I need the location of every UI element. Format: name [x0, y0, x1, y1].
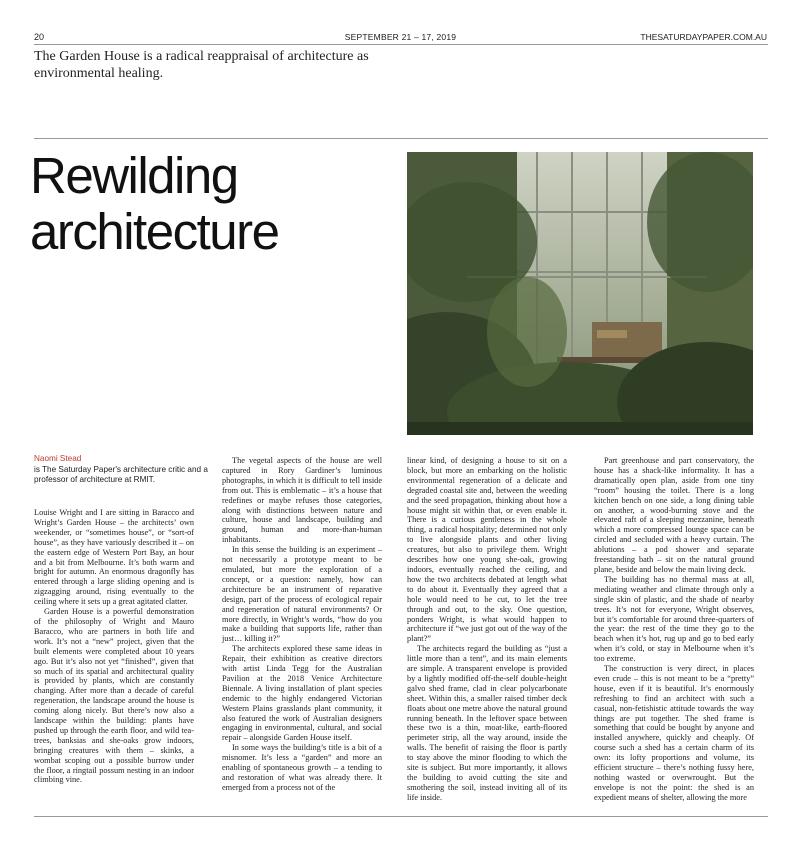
paragraph: In some ways the building’s title is a bit of a misnomer. It’s less a “garden” and more an enabling of spontaneous growth – a tending to and restoration of what was already there. It emerged from a process not of the — [222, 743, 382, 792]
body-column-1 — [34, 508, 194, 785]
author-name: Naomi Stead — [34, 454, 82, 463]
paragraph: Louise Wright and I are sitting in Baracco and Wright’s Garden House – the architects’ own weekender, or “sometimes house”, or “sort-of house”, as they have variously described it – on the eastern edge of Western Port Bay, an hour and a bit from Melbourne. It’s both warm and bright for autumn. An enormous dragonfly has entered through a large sliding opening and is zigzagging around, rising eventually to the ceiling where it sets up a great agitated clatter. — [34, 508, 194, 607]
paragraph: Part greenhouse and part conservatory, the house has a shack-like informality. It has a dramatically open plan, aside from one tiny “room” housing the toilet. There is a long kitchen bench on one side, a long dining table on another, a wood-burning stove and the elevated raft of a sleeping mezzanine, beneath which a more compressed lounge space can be circled and secluded with a heavy curtain. The ablutions – a pod shower and separate freestanding bath – sit on the natural ground plane, beside and below the main living deck. — [594, 456, 754, 574]
issue-date: SEPTEMBER 21 – 17, 2019 — [344, 32, 457, 42]
standfirst: The Garden House is a radical reappraisal of architecture as environmental healing. — [34, 49, 369, 81]
site-url: THESATURDAYPAPER.COM.AU — [640, 32, 767, 42]
page-number: 20 — [34, 32, 45, 42]
header-rule — [34, 44, 768, 45]
paragraph: The architects explored these same ideas in Repair, their exhibition as creative directors with artist Linda Tegg for the Australian Pavilion at the 2018 Venice Architecture Biennale. A living installation of plant species endemic to the highly endangered Victorian Western Plains grasslands plant community, it also featured the work of Australian designers engaging in environmental, cultural, and social repair – alongside Garden House itself. — [222, 644, 382, 743]
paragraph: The construction is very direct, in places even crude – this is not meant to be a “pretty” house, even if it is beautiful. It’s enormously refreshing to find an architect with such a casual, non-fetishistic attitude towards the way things are put together. The shed frame is something that could be bought by anyone and installed anywhere, quickly and cheaply. Of course such a shed has a certain charm of its own: its lofty proportions and volume, its efficient structure – there’s nothing fussy here, nothing wasted or overwrought. But the envelope is not the point: the shed is an expedient means of shelter, allowing the more — [594, 664, 754, 802]
paragraph: Garden House is a powerful demonstration of the philosophy of Wright and Mauro Baracco, who are partners in both life and work. It’s not a “new” project, given that the built elements were completed about 10 years ago. But it’s also not yet “finished”, given that so much of its spatial and architectural quality is provided by plants, which are constantly changing. After more than a decade of careful regeneration, the landscape around the house is coming along nicely. But there’s now also a landscape within the building: plants have pushed up through the earth floor, and wild tea-trees, banksias and she-oaks grow indoors, bringing creatures with them – skinks, a wombat scoping out a possible burrow under the floor, a ringtail possum nesting in an indoor climbing vine. — [34, 607, 194, 785]
footer-rule — [34, 816, 768, 817]
author-bio: is The Saturday Paper's architecture critic and a professor of architecture at RMIT. — [34, 464, 208, 484]
headline: Rewilding architecture — [30, 147, 279, 260]
paragraph: The architects regard the building as “just a little more than a tent”, and its main elements are simple. A transparent envelope is provided by a lightly modified off-the-self double-height galvo shed frame, clad in clear polycarbonate sheet. Within this, a smaller raised timber deck floats about one metre above the natural ground running beneath. In the leftover space between these two is a thin, moat-like, earth-floored perimeter strip, all the way around, inside the walls. The benefit of raising the floor is partly to stay above the minor flooding to which the site is subject. But more importantly, it allows the building to avoid cutting the site and smothering the soil, instead inviting all of its life inside. — [407, 644, 567, 802]
byline — [34, 454, 234, 486]
paragraph: The building has no thermal mass at all, mediating weather and climate through only a single skin of plastic, and the shade of nearby trees. It’s not for everyone, Wright observes, but it’s comfortable for around three-quarters of the year: the rest of the time they go to the beach when it’s hot, rug up and go to bed early when it’s cold, or stay in Melbourne when it’s too extreme. — [594, 574, 754, 664]
paragraph: linear kind, of designing a house to sit on a block, but more an embarking on the holistic environmental regeneration of a delicate and degraded coastal site and, between the weeding and the seed propagation, thinking about how a house might sit within that, or even enable it. There is a curious gentleness in the whole thing, a radical hospitality; determined not only to live alongside plants and other living creatures, but also to privilege them. Wright describes how one young she-oak, growing indoors, eventually reached the ceiling, and how the two architects debated at length what to do about it. Eventually they agreed that a hole would need to be cut, to let the tree through and out, to the sky. One question, ponders Wright, is what would happen to architecture if “we just got out of the way of the plant?” — [407, 456, 567, 644]
garden-house-photo — [407, 152, 753, 435]
paragraph: In this sense the building is an experiment – not necessarily a prototype meant to be emulated, but more the exploration of a concept, or a question: namely, how can architecture be an instrument of reparative design, part of the process of ecological repair and regeneration of natural environments? Or more directly, in Wright’s words, “how do you make a building that supports life, rather than just… killing it?” — [222, 545, 382, 644]
section-rule — [34, 138, 768, 139]
body-column-2 — [222, 456, 382, 793]
paragraph: The vegetal aspects of the house are well captured in Rory Gardiner’s luminous photographs, in which it is difficult to tell inside from out. This is emblematic – it’s a house that redefines or maybe refuses those categories, along with distinctions between nature and culture, house and landscape, building and ground, human and more-than-human inhabitants. — [222, 456, 383, 545]
body-column-3 — [407, 456, 567, 803]
body-column-4 — [594, 456, 754, 803]
